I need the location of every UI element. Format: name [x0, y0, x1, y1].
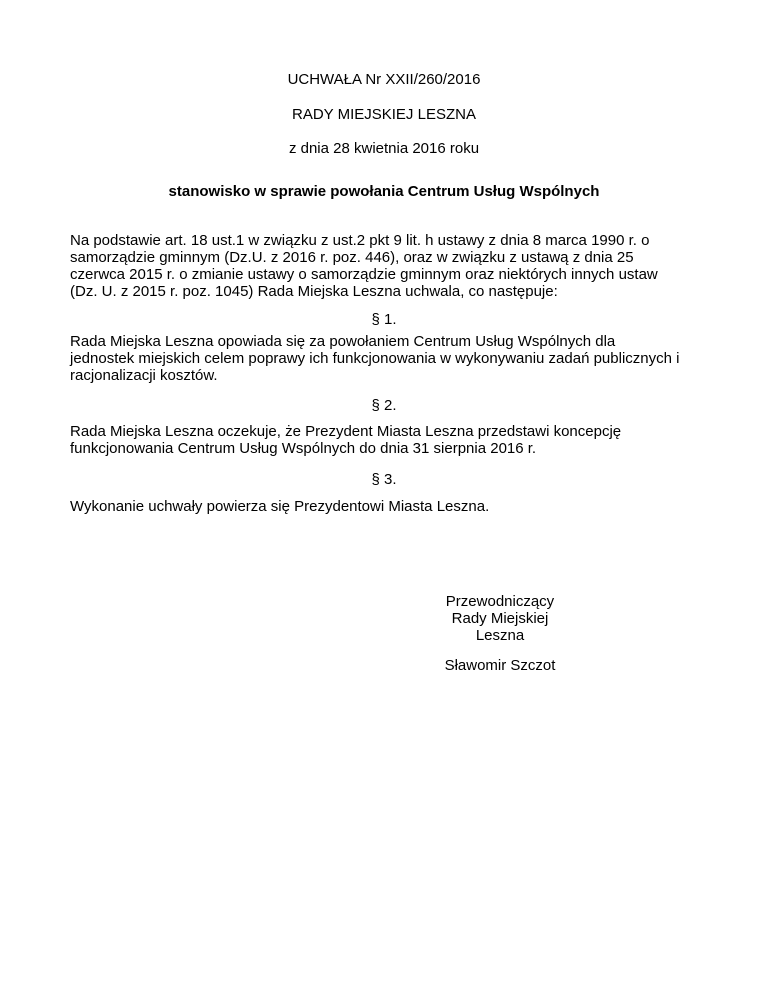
- signature-title-line: Rady Miejskiej: [451, 610, 549, 627]
- section-2-mark: § 2.: [371, 397, 397, 414]
- section-1-line: jednostek miejskich celem poprawy ich funkcjonowania w wykonywaniu zadań publicznych i: [70, 350, 680, 367]
- preamble-line: czerwca 2015 r. o zmianie ustawy o samorządzie gminnym oraz niektórych innych ustaw: [70, 266, 658, 283]
- signature-title-line: Przewodniczący: [445, 593, 555, 610]
- section-1-line: Rada Miejska Leszna opowiada się za powołaniem Centrum Usług Wspólnych dla: [70, 333, 616, 350]
- section-1-mark: § 1.: [371, 311, 397, 328]
- preamble-line: Na podstawie art. 18 ust.1 w związku z ust.2 pkt 9 lit. h ustawy z dnia 8 marca 1990 r. o: [70, 232, 650, 249]
- signature-title-line: Leszna: [475, 627, 525, 644]
- preamble-line: samorządzie gminnym (Dz.U. z 2016 r. poz. 446), oraz w związku z ustawą z dnia 25: [70, 249, 634, 266]
- section-3-line: Wykonanie uchwały powierza się Prezydentowi Miasta Leszna.: [70, 498, 490, 515]
- signature-title: [400, 593, 600, 644]
- preamble-paragraph: [70, 232, 710, 300]
- section-1-paragraph: [70, 333, 710, 384]
- section-1-line: racjonalizacji kosztów.: [70, 367, 218, 384]
- signature-name: Sławomir Szczot: [444, 657, 556, 674]
- council-name: RADY MIEJSKIEJ LESZNA: [292, 106, 476, 123]
- resolution-subject: stanowisko w sprawie powołania Centrum Usług Wspólnych: [168, 183, 600, 200]
- section-3-mark: § 3.: [371, 471, 397, 488]
- section-2-paragraph: [70, 423, 710, 457]
- resolution-date: z dnia 28 kwietnia 2016 roku: [288, 140, 480, 157]
- preamble-line: (Dz. U. z 2015 r. poz. 1045) Rada Miejska Leszna uchwala, co następuje:: [70, 283, 558, 300]
- section-2-line: Rada Miejska Leszna oczekuje, że Prezydent Miasta Leszna przedstawi koncepcję: [70, 423, 622, 440]
- section-3-paragraph: [70, 498, 710, 515]
- resolution-number: UCHWAŁA Nr XXII/260/2016: [287, 71, 481, 88]
- section-2-line: funkcjonowania Centrum Usług Wspólnych do dnia 31 sierpnia 2016 r.: [70, 440, 537, 457]
